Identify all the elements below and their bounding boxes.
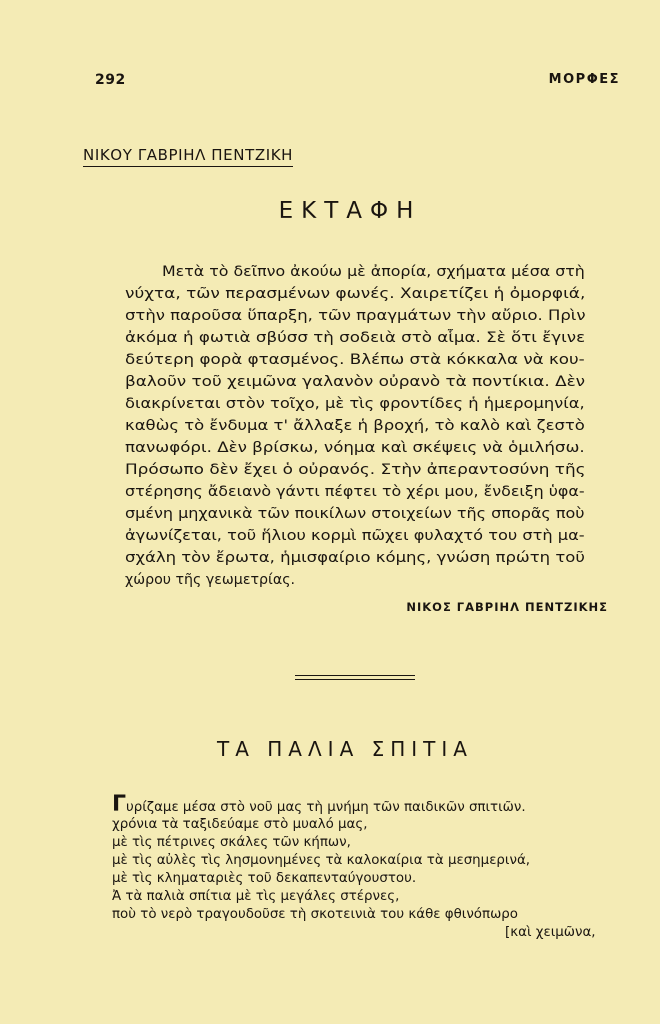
- prose-line: στὴν παροῦσα ὕπαρξη, τῶν πραγμάτων τὴν αὔριο. Πρὶν: [125, 308, 586, 324]
- prose-line: σμένη μηχανικὰ τῶν ποικίλων στοιχείων τῆς σπορᾶς ποὺ: [125, 506, 585, 522]
- journal-running-head: ΜΟΡΦΕΣ: [548, 72, 620, 87]
- prose-line: διακρίνεται στὸν τοῖχο, μὲ τὶς φροντίδες ἡ ἡμερομηνία,: [125, 396, 585, 412]
- article-title-ektafi: ΕΚΤΑΦΗ: [278, 198, 422, 224]
- prose-line: ἀγωνίζεται, τοῦ ἥλιου κορμὶ πῶχει φυλαχτό του στὴ μα-: [125, 528, 585, 544]
- prose-line: στέρησης ἄδειανὸ γάντι πέφτει τὸ χέρι μου, ἔνδειξη ὑφα-: [125, 484, 585, 500]
- prose-line: χώρου τῆς γεωμετρίας.: [125, 572, 296, 588]
- prose-line: δεύτερη φορὰ φτασμένος. Βλέπω στὰ κόκκαλα νὰ κου-: [125, 352, 585, 368]
- poem-line: μὲ τὶς πέτρινες σκάλες τῶν κήπων,: [112, 835, 351, 850]
- article-title-ta-palia-spitia: ΤΑ ΠΑΛΙΑ ΣΠΙΤΙΑ: [217, 737, 473, 761]
- prose-line: σχάλη τὸν ἔρωτα, ἡμισφαίριο κόμης, γνώση πρώτη τοῦ: [125, 550, 585, 566]
- prose-line: βαλοῦν τοῦ χειμῶνα γαλανὸν οὐρανὸ τὰ ποντίκια. Δὲν: [125, 374, 586, 390]
- author-signature: ΝΙΚΟΣ ΓΑΒΡΙΗΛ ΠΕΝΤΖΙΚΗΣ: [406, 600, 608, 614]
- poem-line-text: υρίζαμε μέσα στὸ νοῦ μας τὴ μνήμη τῶν παιδικῶν σπιτιῶν.: [126, 800, 526, 815]
- poem-line: μὲ τὶς κληματαριὲς τοῦ δεκαπενταύγουστου.: [112, 871, 417, 886]
- poem-line: χρόνια τὰ ταξιδεύαμε στὸ μυαλό μας,: [112, 817, 368, 832]
- prose-line: καθὼς τὸ ἔνδυμα τ' ἄλλαξε ἡ βροχή, τὸ καλὸ καὶ ζεστὸ: [125, 418, 585, 434]
- poem-line-continuation: [καὶ χειμῶνα,: [505, 925, 596, 940]
- page-number: 292: [95, 72, 126, 88]
- poem-line: ποὺ τὸ νερὸ τραγουδοῦσε τὴ σκοτεινιὰ του κάθε φθινόπωρο: [112, 907, 518, 922]
- prose-line: πανωφόρι. Δὲν βρίσκω, νόημα καὶ σκέψεις νὰ ὁμιλήσω.: [125, 440, 585, 456]
- prose-line: Μετὰ τὸ δεῖπνο ἀκούω μὲ ἀπορία, σχήματα μέσα στὴ: [162, 264, 585, 280]
- drop-cap: Γ: [112, 792, 127, 817]
- prose-line: Πρόσωπο δὲν ἔχει ὁ οὐρανός. Στὴν ἀπεραντοσύνη τῆς: [125, 462, 586, 478]
- section-divider: [295, 675, 415, 680]
- prose-line: ἀκόμα ἡ φωτιὰ σβύσσ τὴ σοδειὰ στὸ αἷμα. Σὲ ὅτι ἔγινε: [125, 330, 586, 346]
- poem-line: [112, 792, 526, 817]
- prose-line: νύχτα, τῶν περασμένων φωνές. Χαιρετίζει ἡ ὀμορφιά,: [125, 286, 586, 302]
- poem-line: μὲ τὶς αὐλὲς τὶς λησμονημένες τὰ καλοκαίρια τὰ μεσημερινά,: [112, 853, 531, 868]
- poem-line: Ἀ τὰ παλιὰ σπίτια μὲ τὶς μεγάλες στέρνες,: [112, 889, 400, 904]
- author-heading: ΝΙΚΟΥ ΓΑΒΡΙΗΛ ΠΕΝΤΖΙΚΗ: [83, 146, 293, 167]
